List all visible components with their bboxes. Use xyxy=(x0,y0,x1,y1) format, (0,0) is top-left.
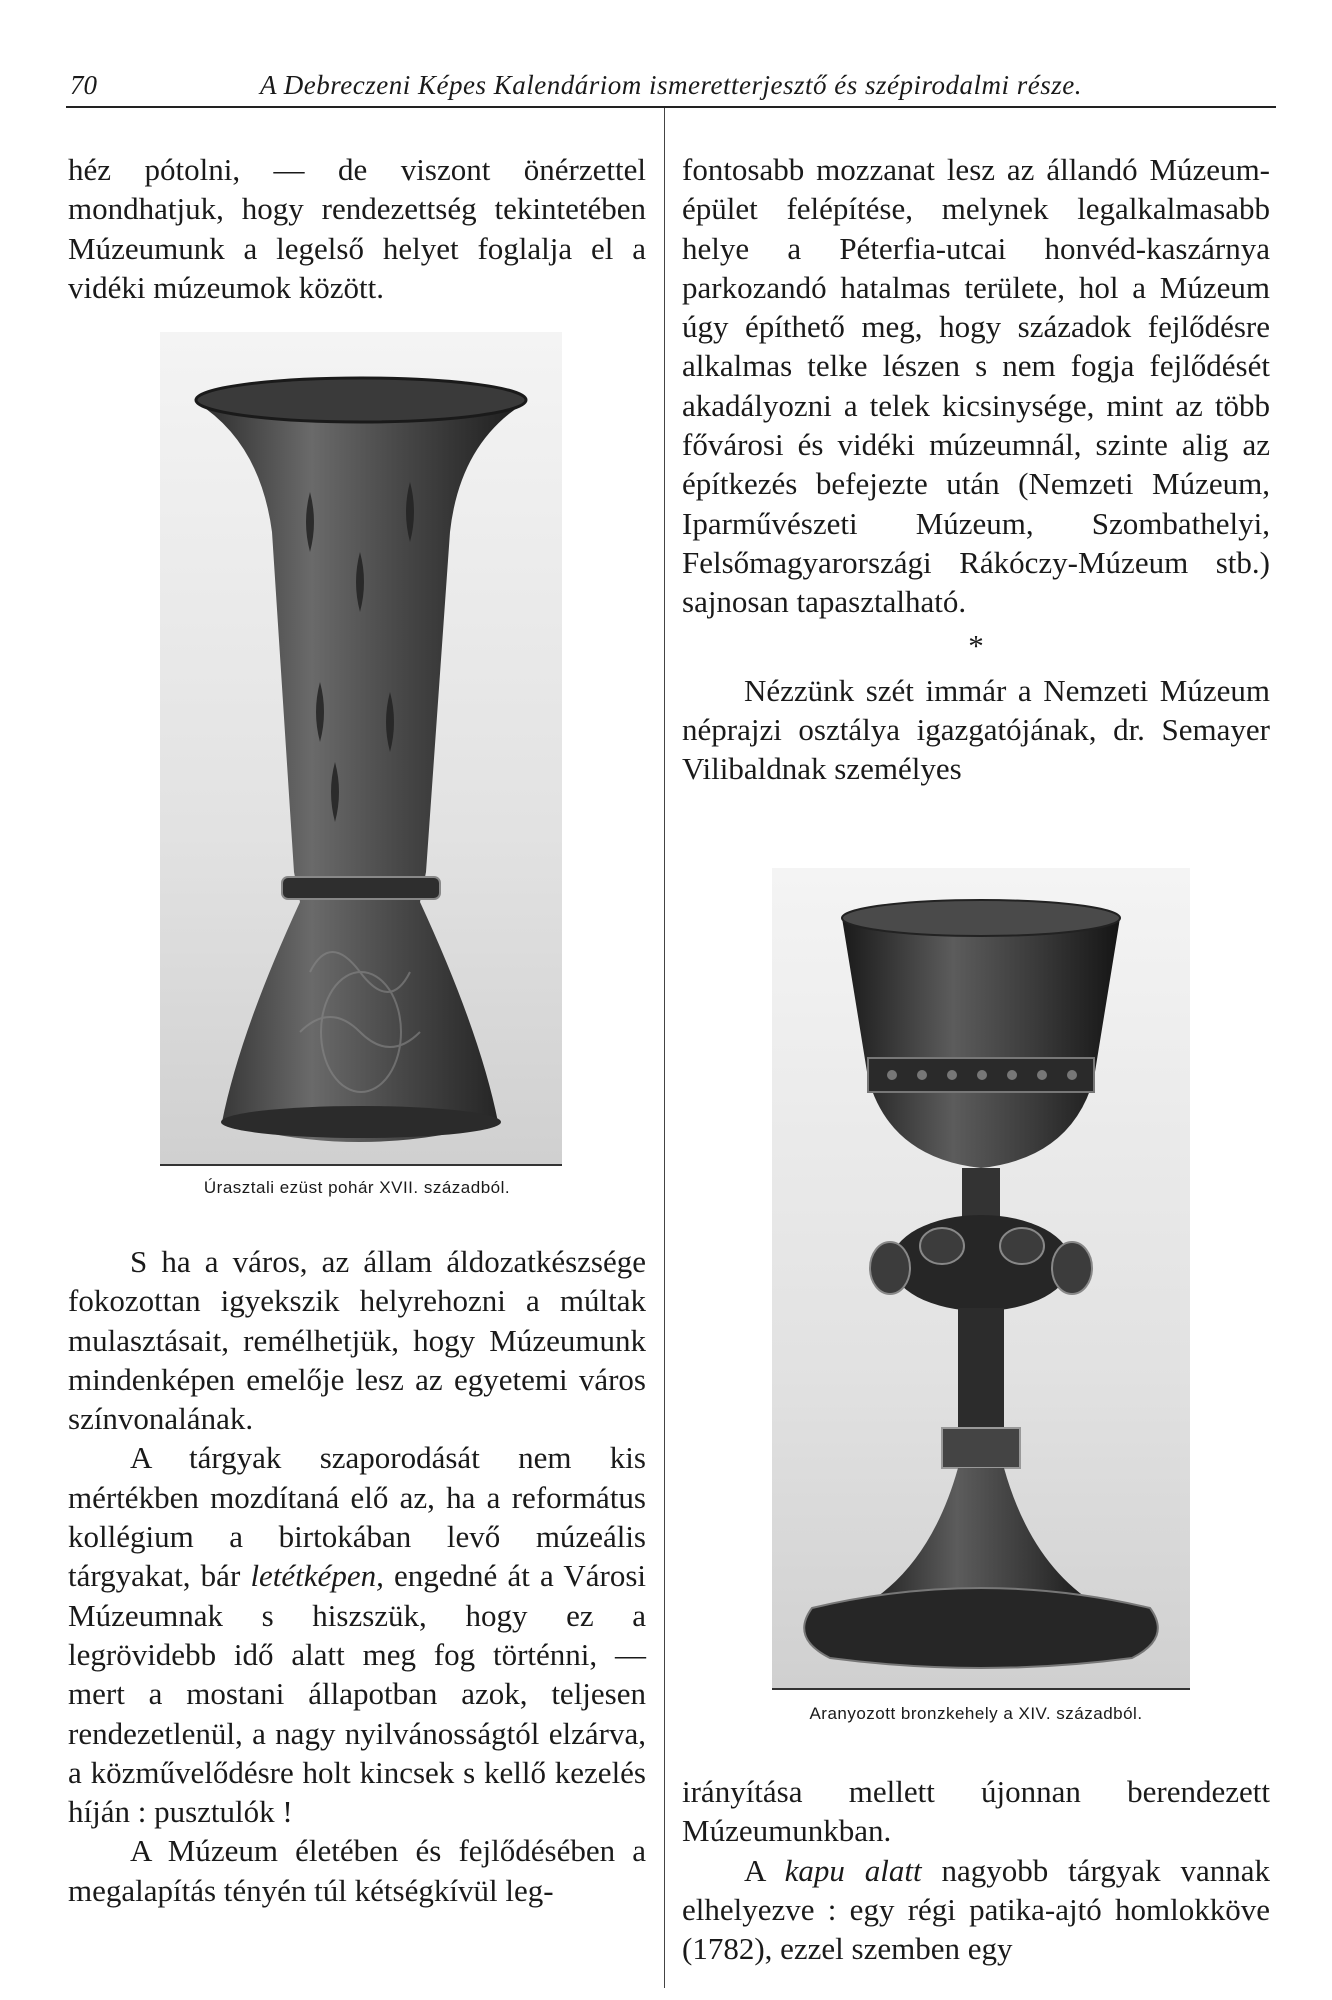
bronze-chalice-photo xyxy=(772,868,1190,1690)
running-title: A Debreczeni Képes Kalendáriom ismeretterjesztő és szépirodalmi része. xyxy=(260,70,1082,100)
figure-1-caption: Úrasztali ezüst pohár XVII. századból. xyxy=(203,1178,511,1197)
right-paragraph-4 xyxy=(682,1851,1270,1969)
page-number: 70 xyxy=(70,70,97,100)
right-paragraph-1: fontosabb mozzanat lesz az állandó Múzeum-épület felépítése, melynek legalkalmasabb helye a Péterfia-utcai honvéd-kaszárnya parkozandó hatalmas területe, hol a Múzeum úgy építhető meg, hogy századok fejlődésre alkalmas telke lészen s nem fogja fejlődését akadályozni a telek kicsinysége, mint az több fővárosi és vidéki múzeumnál, szinte alig az építkezés befejezte után (Nemzeti Múzeum, Iparművészeti Múzeum, Szombathelyi, Felsőmagyarországi Rákóczy-Múzeum stb.) sajnosan tapasztalható. xyxy=(682,152,1270,620)
left-paragraph-3-italic: letétképen, xyxy=(250,1558,384,1594)
left-column-top-text xyxy=(68,150,646,307)
right-paragraph-2: Nézzünk szét immár a Nemzeti Múzeum néprajzi osztálya igazgatójának, dr. Semayer Vilibaldnak személyes xyxy=(682,672,1270,787)
left-paragraph-3 xyxy=(68,1438,646,1831)
right-figure-caption-wrap xyxy=(682,1704,1270,1724)
running-header xyxy=(66,62,1276,108)
right-column-bottom-text xyxy=(682,1772,1270,1968)
left-paragraph-2: S ha a város, az állam áldozatkészsége fokozottan igyekszik helyrehozni a múltak mulasztásait, remélhetjük, hogy Múzeumunk mindenképen emelője lesz az egyetemi város színvonalának. xyxy=(68,1244,646,1437)
silver-cup-illustration xyxy=(160,332,562,1164)
right-column-top-text xyxy=(682,150,1270,789)
column-divider xyxy=(664,108,665,1988)
left-figure-caption-wrap xyxy=(68,1178,646,1198)
right-paragraph-4-italic: kapu alatt xyxy=(784,1852,922,1888)
left-paragraph-3-start: A tárgyak szaporodását nem kis mértékben mozdítaná elő az, ha a református kollégium a birtokában levő múzeális tárgyakat, bár xyxy=(68,1440,646,1594)
silver-cup-photo xyxy=(160,332,562,1166)
right-paragraph-3: irányítása mellett újonnan berendezett Múzeumunkban. xyxy=(682,1774,1270,1849)
section-separator: * xyxy=(968,627,984,663)
right-paragraph-4-end: nagyobb tárgyak vannak elhelyezve : egy régi patika-ajtó homlokköve (1782), ezzel szemben egy xyxy=(682,1852,1270,1967)
bronze-chalice-illustration xyxy=(772,868,1190,1688)
left-paragraph-1: héz pótolni, — de viszont önérzettel mondhatjuk, hogy rendezettség tekintetében Múzeumunk a legelső helyet foglalja el a vidéki múzeumok között. xyxy=(68,152,646,305)
left-paragraph-3-end: engedné át a Városi Múzeumnak s hiszszük, hogy ez a legrövidebb idő alatt meg fog történni, — mert a mostani állapotban azok, teljesen rendezetlenül, a nagy nyilvánosságtól elzárva, a közművelődésre holt kincsek s kellő kezelés híján : pusztulók ! xyxy=(68,1558,646,1830)
right-paragraph-4-start: A xyxy=(744,1852,785,1888)
figure-2-caption: Aranyozott bronzkehely a XIV. századból. xyxy=(809,1704,1143,1723)
left-column-bottom-text xyxy=(68,1242,646,1910)
left-paragraph-4: A Múzeum életében és fejlődésében a megalapítás tényén túl kétségkívül leg- xyxy=(68,1833,646,1908)
